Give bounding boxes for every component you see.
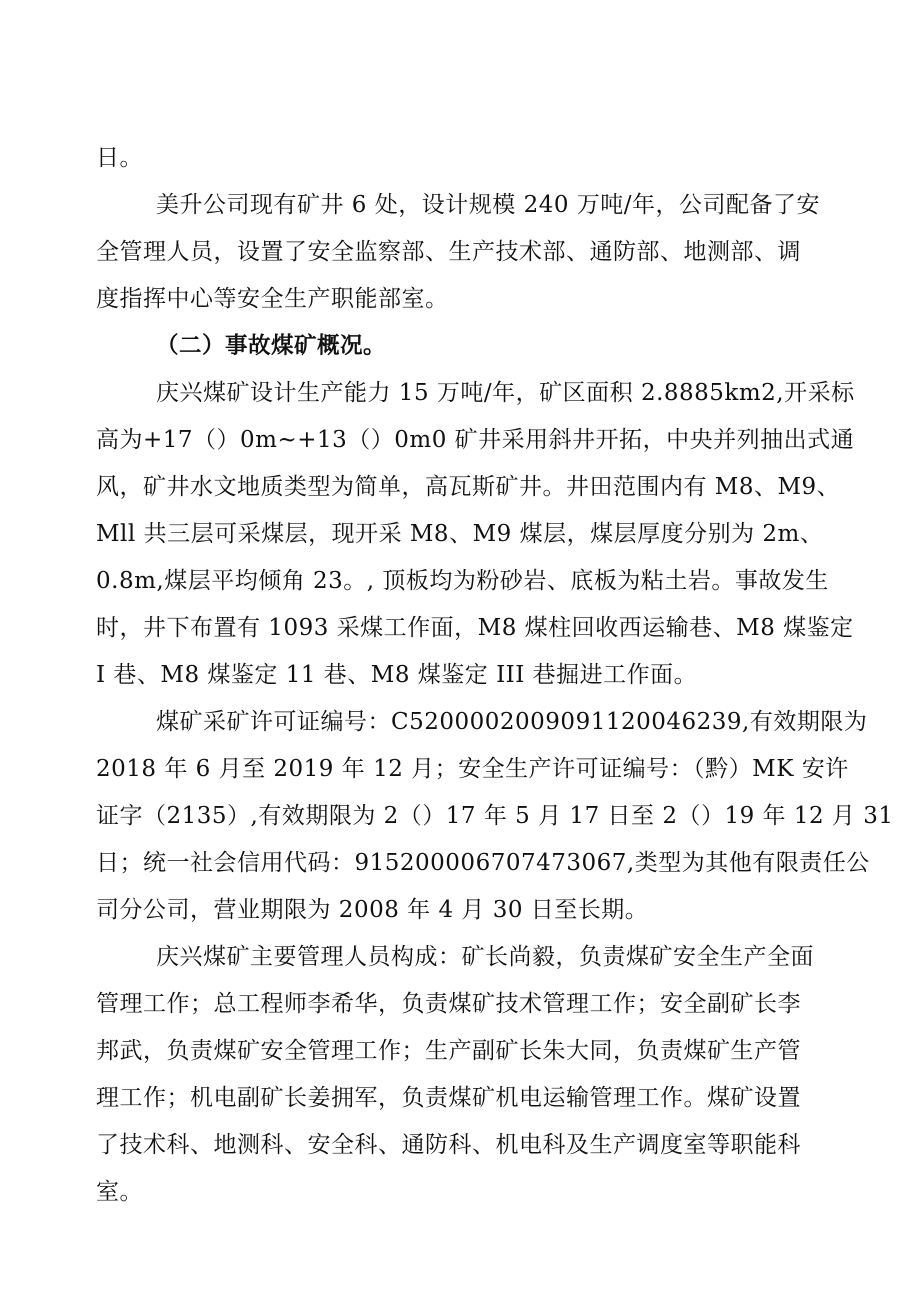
text-line: 煤矿采矿许可证编号：C5200002009091120046239,有效期限为 — [156, 709, 868, 735]
text-line: 美升公司现有矿井 6 处，设计规模 240 万吨/年，公司配备了安 — [156, 192, 821, 218]
text-line: 室。 — [96, 1179, 143, 1205]
text-line: 管理工作；总工程师李希华，负责煤矿技术管理工作；安全副矿长李 — [96, 991, 801, 1017]
text-line: 度指挥中心等安全生产职能部室。 — [96, 286, 449, 312]
section-heading: （二）事故煤矿概况。 — [156, 333, 387, 359]
text-line: 邦武，负责煤矿安全管理工作；生产副矿长朱大同，负责煤矿生产管 — [96, 1038, 801, 1064]
text-line: 了技术科、地测科、安全科、通防科、机电科及生产调度室等职能科 — [96, 1132, 801, 1158]
text-line: 风，矿井水文地质类型为简单，高瓦斯矿井。井田范围内有 M8、M9、 — [96, 474, 841, 500]
text-line: 理工作；机电副矿长姜拥军，负责煤矿机电运输管理工作。煤矿设置 — [96, 1085, 801, 1111]
text-line: 庆兴煤矿主要管理人员构成：矿长尚毅，负责煤矿安全生产全面 — [156, 944, 814, 970]
text-line: 庆兴煤矿设计生产能力 15 万吨/年，矿区面积 2.8885km2,开采标 — [156, 380, 855, 406]
document-body — [96, 135, 894, 1216]
text-line: Mll 共三层可采煤层，现开采 M8、M9 煤层，煤层厚度分别为 2m、 — [96, 521, 824, 547]
text-line: 2018 年 6 月至 2019 年 12 月；安全生产许可证编号：（黔）MK 安许 — [96, 756, 849, 782]
text-line: I 巷、M8 煤鉴定 11 巷、M8 煤鉴定 III 巷掘进工作面。 — [96, 662, 698, 688]
text-line: 日；统一社会信用代码：915200006707473067,类型为其他有限责任公 — [96, 850, 870, 876]
text-line: 0.8m,煤层平均倾角 23。, 顶板均为粉砂岩、底板为粘土岩。事故发生 — [96, 568, 829, 594]
text-line: 证字（2135）,有效期限为 2（）17 年 5 月 17 日至 2（）19 年 12 月 31 — [96, 803, 894, 829]
text-line: 高为+17（）0m~+13（）0m0 矿井采用斜井开拓，中央并列抽出式通 — [96, 427, 855, 453]
text-line: 全管理人员，设置了安全监察部、生产技术部、通防部、地测部、调 — [96, 239, 801, 265]
text-line: 日。 — [96, 145, 143, 171]
text-line: 司分公司，营业期限为 2008 年 4 月 30 日至长期。 — [96, 897, 649, 923]
text-line: 时，井下布置有 1093 采煤工作面，M8 煤柱回收西运输巷、M8 煤鉴定 — [96, 615, 854, 641]
